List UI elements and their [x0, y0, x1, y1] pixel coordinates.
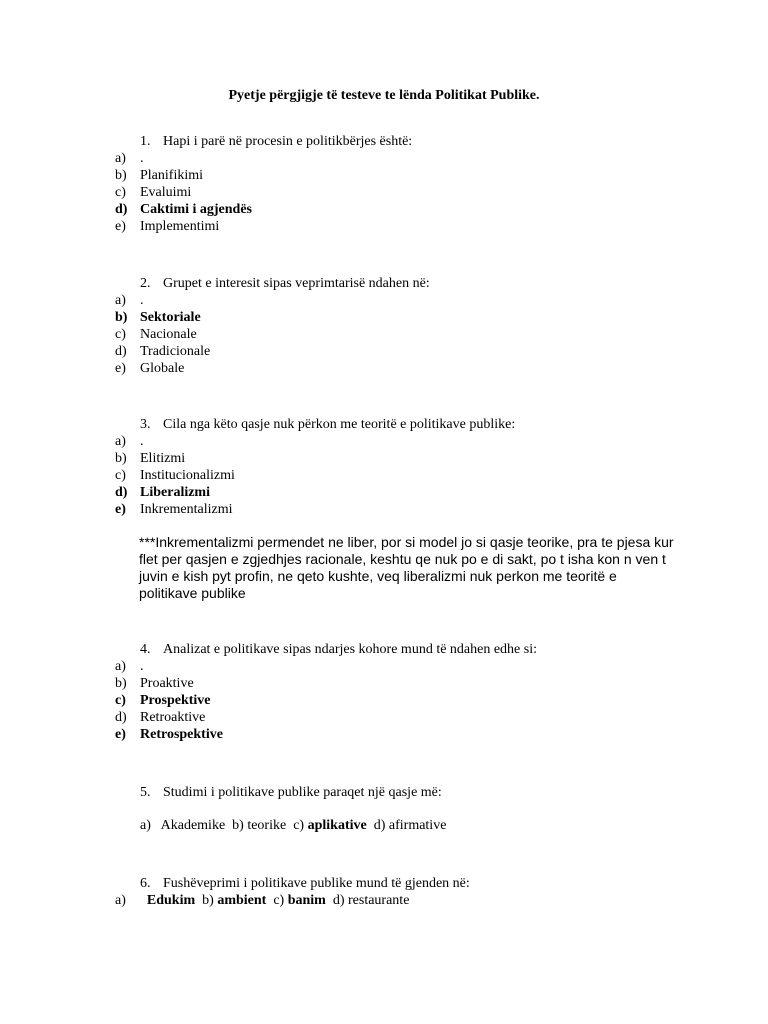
option-c — [0, 468, 768, 485]
option-letter: e) — [115, 219, 126, 234]
option-c — [0, 327, 768, 344]
option-a — [0, 659, 768, 676]
option-text: Caktimi i agjendës — [140, 202, 252, 217]
option-letter: d) — [373, 818, 386, 833]
option-letter: c) — [293, 818, 305, 833]
option-letter: e) — [115, 502, 126, 517]
option-letter: c) — [115, 185, 126, 200]
question-2 — [0, 276, 768, 378]
question-number: 2. — [140, 276, 151, 291]
option-text: Inkrementalizmi — [140, 502, 233, 517]
option-letter: a) — [140, 818, 151, 833]
option-text: Retroaktive — [140, 710, 206, 725]
option-letter: d) — [115, 344, 127, 359]
option-text: . — [140, 434, 144, 449]
option-a — [0, 293, 768, 310]
option-text: Institucionalizmi — [140, 468, 235, 483]
option-text: Proaktive — [140, 676, 194, 691]
option-c-correct: aplikative — [307, 818, 367, 833]
question-3 — [0, 417, 768, 519]
question-number: 4. — [140, 642, 151, 657]
option-text: . — [140, 659, 144, 674]
question-text: Hapi i parë në procesin e politikbërjes është: — [163, 134, 413, 149]
question-text: Studimi i politikave publike paraqet një qasje më: — [163, 785, 442, 800]
option-letter: c) — [273, 893, 285, 908]
question-number: 1. — [140, 134, 151, 149]
question-heading — [0, 417, 768, 434]
option-letter: d) — [115, 485, 128, 500]
option-letter: d) — [332, 893, 345, 908]
question-number: 3. — [140, 417, 151, 432]
option-text: Retrospektive — [140, 727, 223, 742]
option-letter: e) — [115, 727, 126, 742]
option-text: Planifikimi — [140, 168, 203, 183]
question-1 — [0, 134, 768, 236]
option-b-correct — [0, 310, 768, 327]
option-text: . — [140, 293, 144, 308]
option-b — [0, 676, 768, 693]
option-text: Liberalizmi — [140, 485, 210, 500]
option-d — [0, 344, 768, 361]
option-letter: b) — [202, 893, 214, 908]
option-b — [0, 168, 768, 185]
option-text: Implementimi — [140, 219, 220, 234]
option-text: Evaluimi — [140, 185, 192, 200]
option-letter: b) — [115, 451, 127, 466]
question-text: Grupet e interesit sipas veprimtarisë ndahen në: — [163, 276, 430, 291]
option-letter: b) — [115, 310, 128, 325]
question-heading — [0, 134, 768, 151]
option-letter: b) — [115, 676, 127, 691]
question-heading — [0, 276, 768, 293]
option-c — [0, 185, 768, 202]
option-text: . — [140, 151, 144, 166]
option-e — [0, 361, 768, 378]
option-b — [0, 451, 768, 468]
option-letter: b) — [232, 818, 244, 833]
question-number: 5. — [140, 785, 151, 800]
option-letter: c) — [115, 693, 126, 708]
option-text: Tradicionale — [140, 344, 211, 359]
option-e-correct — [0, 727, 768, 744]
option-letter: a) — [115, 893, 126, 908]
question-text: Analizat e politikave sipas ndarjes kohore mund të ndahen edhe si: — [163, 642, 538, 657]
question-number: 6. — [140, 876, 151, 891]
option-letter: d) — [115, 202, 128, 217]
option-letter: a) — [115, 151, 126, 166]
question-text: Fushëveprimi i politikave publike mund të gjenden në: — [163, 876, 470, 891]
option-letter: a) — [115, 659, 126, 674]
question-heading — [0, 876, 768, 893]
option-letter: c) — [115, 468, 126, 483]
option-letter: d) — [115, 710, 127, 725]
option-letter: b) — [115, 168, 127, 183]
option-e — [0, 219, 768, 236]
question-text: Cila nga këto qasje nuk përkon me teoritë e politikave publike: — [163, 417, 516, 432]
option-text: Prospektive — [140, 693, 211, 708]
question-6-options — [115, 893, 409, 909]
option-d — [0, 710, 768, 727]
question-heading — [0, 785, 768, 802]
question-5-options — [140, 818, 446, 834]
option-d-correct — [0, 202, 768, 219]
option-a-correct: Edukim — [146, 893, 196, 908]
option-c-correct — [0, 693, 768, 710]
option-a — [0, 434, 768, 451]
question-4 — [0, 642, 768, 744]
option-text: Globale — [140, 361, 185, 376]
option-b: teorike — [247, 818, 287, 833]
option-text: Elitizmi — [140, 451, 186, 466]
option-letter: e) — [115, 361, 126, 376]
option-d: afirmative — [388, 818, 447, 833]
answer-note: ***Inkrementalizmi permendet ne liber, por si model jo si qasje teorike, pra te pjesa kur flet per qasjen e zgjedhjes racionale, keshtu qe nuk po e di sakt, po t isha kon n ven t juvin e kish pyt profin, ne qeto kushte, veq liberalizmi nuk perkon me teoritë e politikave publike — [139, 534, 674, 601]
option-letter: c) — [115, 327, 126, 342]
option-text: Nacionale — [140, 327, 197, 342]
option-a — [0, 151, 768, 168]
question-6 — [0, 876, 768, 893]
option-b-correct: ambient — [217, 893, 267, 908]
option-c-correct: banim — [287, 893, 326, 908]
option-e — [0, 502, 768, 519]
option-letter: a) — [115, 293, 126, 308]
option-text: Sektoriale — [140, 310, 201, 325]
question-heading — [0, 642, 768, 659]
option-d: restaurante — [348, 893, 410, 908]
option-a: Akademike — [160, 818, 226, 833]
option-d-correct — [0, 485, 768, 502]
question-5 — [0, 785, 768, 802]
document-title: Pyetje përgjigje të testeve te lënda Politikat Publike. — [228, 88, 540, 103]
option-letter: a) — [115, 434, 126, 449]
